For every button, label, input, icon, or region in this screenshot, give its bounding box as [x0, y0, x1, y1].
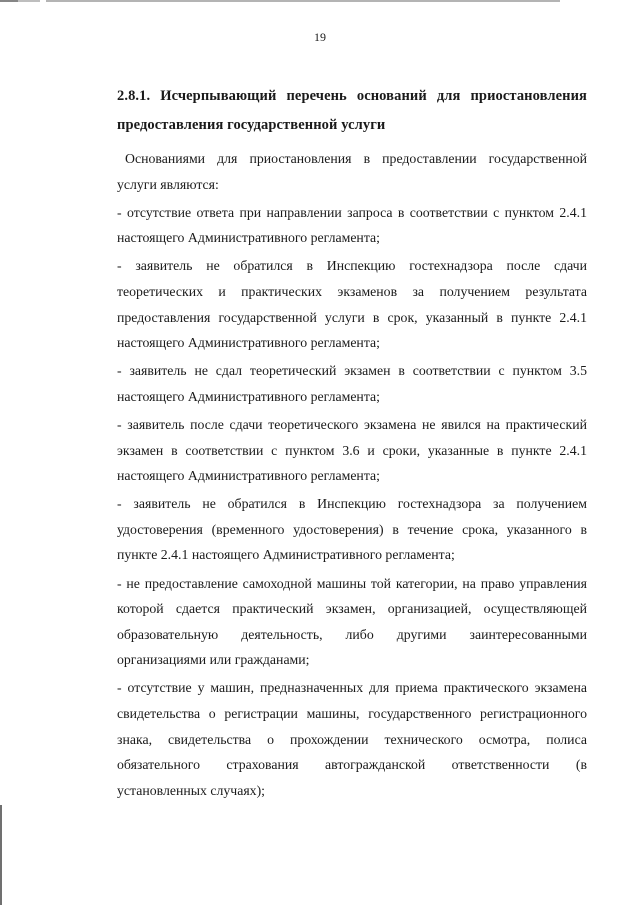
page-number: 19 [314, 30, 326, 44]
list-item-text: - заявитель не обратился в Инспекцию гостехнадзора после сдачи теоретических и практических экзаменов за получением результата предоставления государственной услуги в срок, указанный в пункте 2.4.1 настоящего Административного регламента; [117, 258, 587, 351]
scan-edge-top [0, 0, 560, 2]
intro-text: Основаниями для приостановления в предоставлении государственной услуги являются: [117, 151, 587, 192]
list-item-text: - отсутствие у машин, предназначенных для приема практического экзамена свидетельства о регистрации машины, государственного регистрационного знака, свидетельства о прохождении технического осмотра, полиса обязательного страхования автогражданской ответственности (в установленных случаях); [117, 680, 587, 798]
list-item [117, 253, 587, 355]
document-body [117, 82, 587, 803]
list-item-text: - заявитель не обратился в Инспекцию гостехнадзора за получением удостоверения (временного удостоверения) в течение срока, указанного в пункте 2.4.1 настоящего Административного регламента; [117, 496, 587, 563]
list-item-text: - не предоставление самоходной машины той категории, на право управления которой сдается практический экзамен, организацией, осуществляющей образовательную деятельность, либо другими заинтересованными организациями или гражданами; [117, 575, 587, 668]
list-item-text: - отсутствие ответа при направлении запроса в соответствии с пунктом 2.4.1 настоящего Административного регламента; [117, 204, 587, 246]
list-item [117, 675, 587, 803]
list-item [117, 491, 587, 568]
list-item [117, 412, 587, 489]
scan-edge-left [0, 805, 2, 905]
section-heading: 2.8.1. Исчерпывающий перечень оснований для приостановления предоставления государственной услуги [117, 88, 587, 133]
list-item-text: - заявитель после сдачи теоретического экзамена не явился на практический экзамен в соответствии с пунктом 3.6 и сроки, указанные в пункте 2.4.1 настоящего Административного регламента; [117, 416, 587, 484]
intro-paragraph [117, 146, 587, 197]
list-item-text: - заявитель не сдал теоретический экзамен в соответствии с пунктом 3.5 настоящего Административного регламента; [117, 363, 587, 404]
list-item [117, 571, 587, 673]
list-item [117, 200, 587, 251]
list-item [117, 358, 587, 409]
